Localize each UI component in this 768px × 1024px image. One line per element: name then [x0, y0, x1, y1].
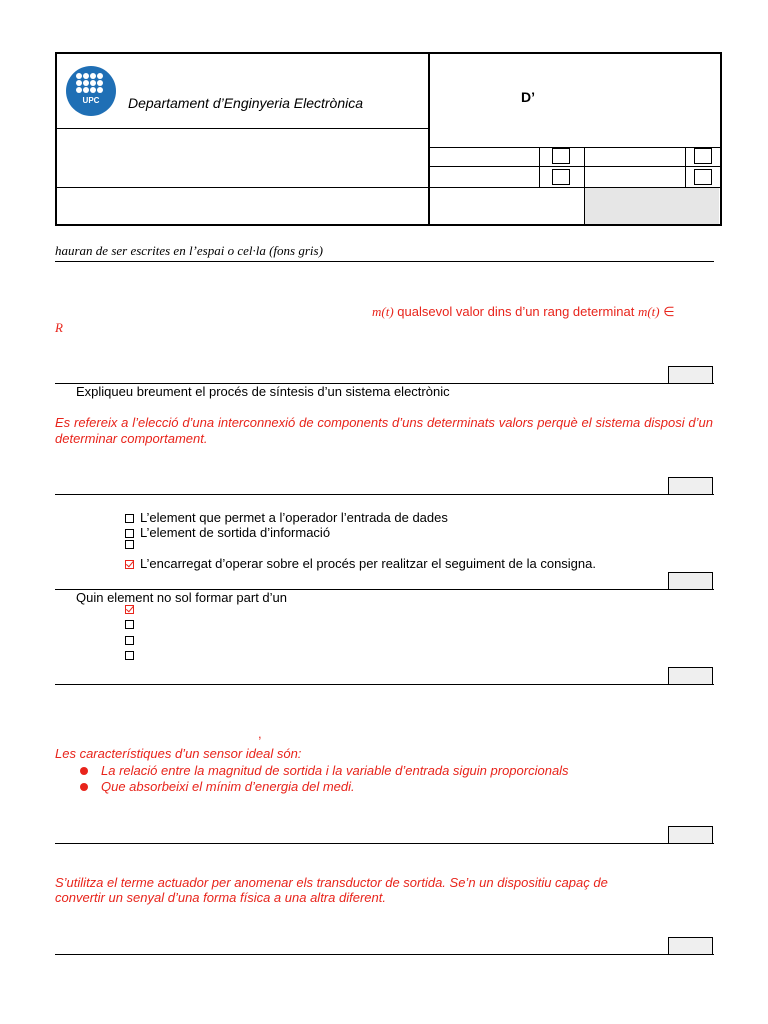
q4-option[interactable] [125, 605, 140, 614]
logo-text: UPC [82, 96, 100, 105]
q5-answer-intro: Les característiques d’un sensor ideal són: [55, 746, 302, 761]
header-vertical-divider [428, 53, 430, 225]
q2-answer: Es refereix a l’elecció d’una interconnexió de components d’uns determinats valors perquè el sistema disposi d’un determinar comportament. [55, 415, 713, 446]
header-divider [56, 128, 429, 129]
header-divider [539, 147, 540, 187]
q1-answer-continued: R [55, 320, 63, 335]
upc-logo [66, 66, 116, 116]
option-label: L’encarregat d’operar sobre el procés per realitzar el seguiment de la consigna. [140, 556, 596, 571]
checked-checkbox-icon[interactable] [125, 560, 134, 569]
q3-option[interactable] [125, 540, 140, 549]
header-divider [429, 166, 721, 167]
q6-answer: S’utilitza el terme actuador per anomenar els transductor de sortida. Se’n un dispositiu capaç de [55, 875, 608, 890]
math-expression: m(t) [372, 304, 394, 319]
score-box[interactable] [668, 477, 713, 495]
checkbox-icon[interactable] [125, 651, 134, 660]
separator-line [55, 261, 714, 262]
header-checkbox[interactable] [694, 148, 712, 164]
header-divider [429, 147, 721, 148]
q4-option[interactable] [125, 620, 140, 629]
q4-option[interactable] [125, 651, 140, 660]
q3-option[interactable] [125, 556, 596, 572]
q4-question: Quin element no sol formar part d’un [76, 590, 287, 605]
q4-option[interactable] [125, 636, 140, 645]
grade-cell[interactable] [585, 188, 719, 224]
option-label: L’element de sortida d’informació [140, 525, 331, 540]
header-checkbox[interactable] [552, 148, 570, 164]
score-box[interactable] [668, 572, 713, 590]
score-box[interactable] [668, 667, 713, 685]
q3-option[interactable] [125, 525, 330, 541]
math-expression: m(t) [637, 304, 660, 319]
checkbox-icon[interactable] [125, 514, 134, 523]
bullet-icon [80, 783, 88, 791]
checkbox-icon[interactable] [125, 529, 134, 538]
separator-line [55, 843, 714, 844]
q5-bullet: La relació entre la magnitud de sortida i la variable d’entrada siguin proporcionals [101, 763, 569, 778]
separator-line [55, 684, 714, 685]
checkbox-icon[interactable] [125, 540, 134, 549]
header-divider [685, 147, 686, 187]
score-box[interactable] [668, 937, 713, 955]
header-checkbox[interactable] [552, 169, 570, 185]
option-label: L’element que permet a l’operador l’entrada de dades [140, 510, 448, 525]
q1-answer-text: qualsevol valor dins d’un rang determinat [397, 304, 635, 319]
checked-checkbox-icon[interactable] [125, 605, 134, 614]
q1-answer [372, 304, 675, 320]
separator-line [55, 954, 714, 955]
math-symbol: ∈ [663, 304, 675, 319]
header-checkbox[interactable] [694, 169, 712, 185]
separator-line [55, 494, 714, 495]
checkbox-icon[interactable] [125, 636, 134, 645]
department-name: Departament d’Enginyeria Electrònica [128, 95, 364, 111]
q6-answer-continued: convertir un senyal d’una forma física a una altra diferent. [55, 890, 386, 905]
instructions-note: hauran de ser escrites en l’espai o cel·la (fons gris) [55, 243, 323, 258]
q2-question: Expliqueu breument el procés de síntesis d’un sistema electrònic [76, 384, 450, 399]
checkbox-icon[interactable] [125, 620, 134, 629]
q5-comma: , [258, 726, 262, 741]
q5-bullet: Que absorbeixi el mínim d’energia del medi. [101, 779, 355, 794]
q3-option[interactable] [125, 510, 448, 526]
bullet-icon [80, 767, 88, 775]
score-box[interactable] [668, 366, 713, 384]
score-box[interactable] [668, 826, 713, 844]
document-code: D’ [521, 89, 535, 105]
